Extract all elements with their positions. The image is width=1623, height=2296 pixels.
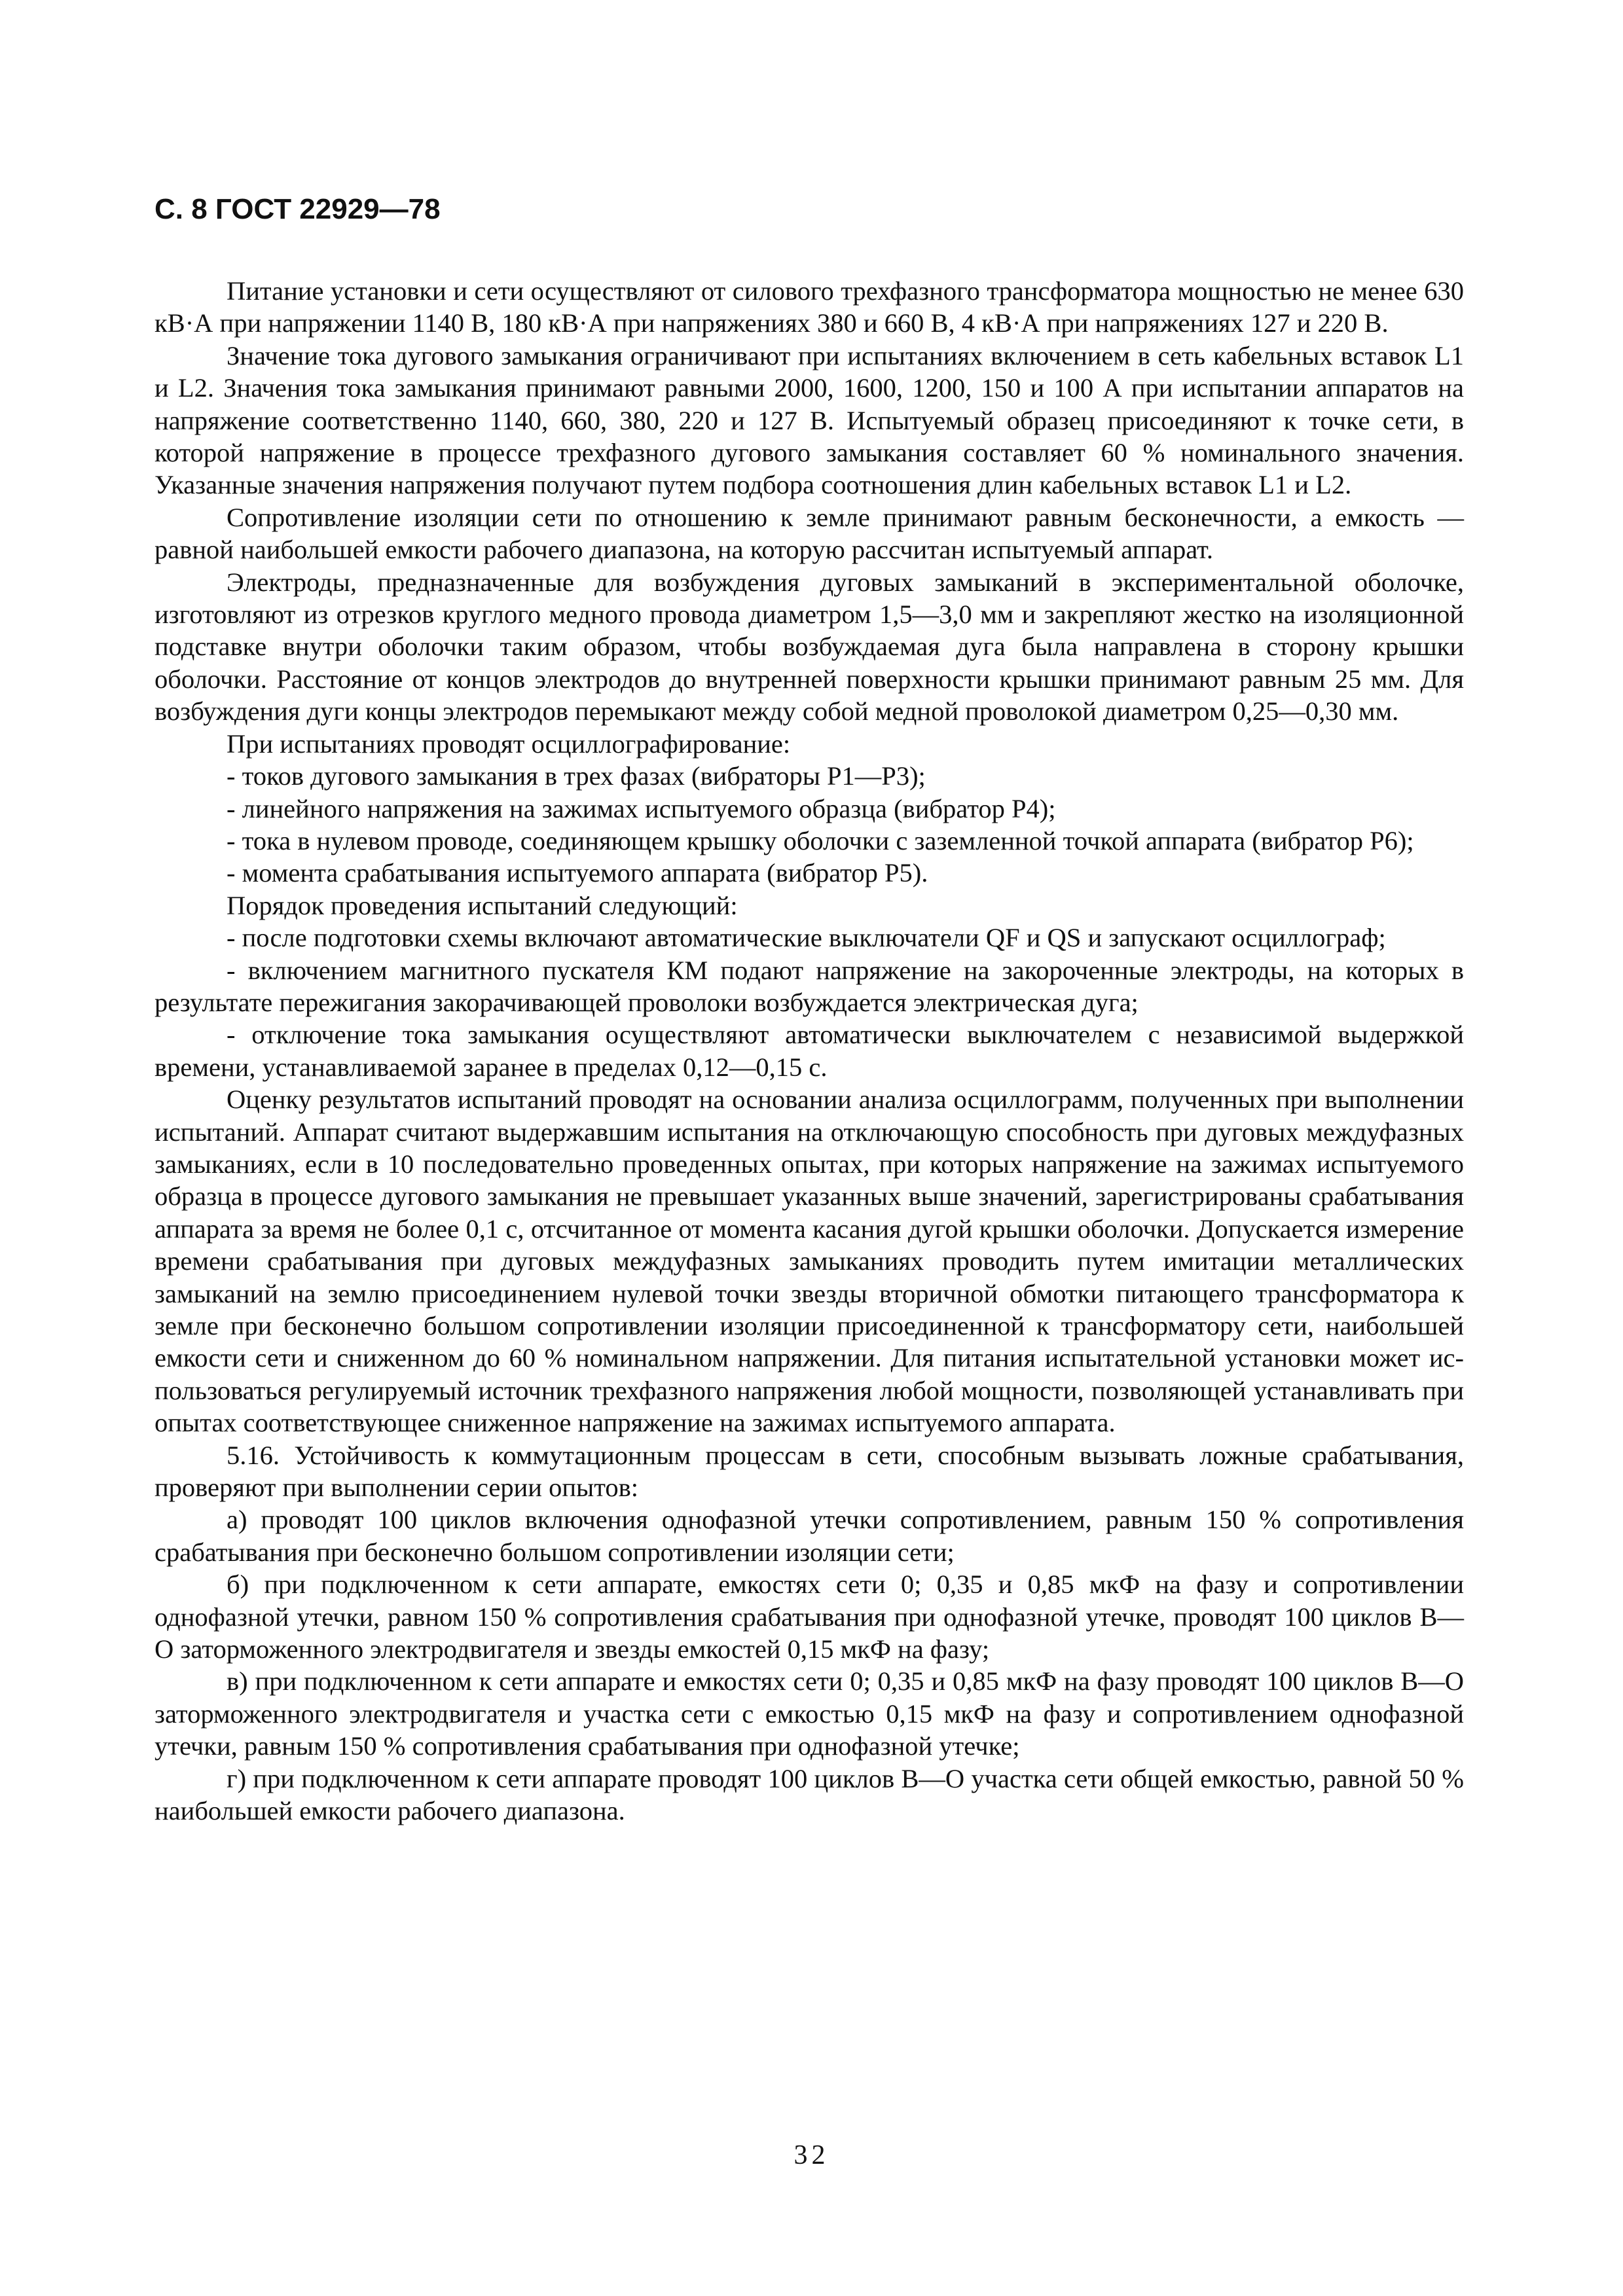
list-item-test-a: а) проводят 100 циклов включения однофазной утечки сопротивлением, равным 150 % сопротивления срабатывания при бесконечно большом сопротивлении изоляции сети;: [155, 1505, 1464, 1567]
list-item-test-g: г) при подключенном к сети аппарате проводят 100 циклов В—О участка сети общей емкостью, равной 50 % наибольшей емкости рабочего диапазона.: [155, 1763, 1464, 1826]
list-item-test-v: в) при подключенном к сети аппарате и емкостях сети 0; 0,35 и 0,85 мкФ на фазу проводят 100 циклов В—О заторможенного электродвигателя и участка сети с емкостью 0,15 мкФ на фазу и сопротивлением однофазной утечки, равным 150 % сопротивления срабатывания при однофазной утечке;: [155, 1666, 1464, 1761]
page-header: С. 8 ГОСТ 22929—78: [155, 193, 441, 225]
list-item-test-b: б) при подключенном к сети аппарате, емкостях сети 0; 0,35 и 0,85 мкФ на фазу и сопротивлении однофазной утечки, равном 150 % сопротивления срабатывания при однофазной утечке, проводят 100 циклов В—О заторможенного электродвигателя и звезды емкостей 0,15 мкФ на фазу;: [155, 1570, 1464, 1664]
list-item-neutral-current: - тока в нулевом проводе, соединяющем крышку оболочки с заземленной точкой аппарата (вибратор Р6);: [227, 825, 1414, 855]
document-body: [155, 275, 1464, 1827]
list-item-line-voltage: - линейного напряжения на зажимах испытуемого образца (вибратор Р4);: [227, 793, 1056, 823]
paragraph-oscillography-intro: При испытаниях проводят осциллографирование:: [227, 728, 791, 759]
paragraph-electrodes: Электроды, предназначенные для возбуждения дуговых замыканий в экспериментальной оболочке, изготовляют из отрезков круглого медного провода диаметром 1,5—3,0 мм и закрепляют жестко на изоляционной подставке внутри оболочки таким образом, чтобы возбуждаемая дуга была направлена в сторону крышки оболочки. Расстояние от концов электродов до внутренней поверхности крышки принимают равным 25 мм. Для возбуждения дуги концы электродов перемыкают между собой медной проволокой диаметром 0,25—0,30 мм.: [155, 567, 1464, 726]
list-item-start-oscillograph: - после подготовки схемы включают автоматические выключатели QF и QS и запускают осциллограф;: [227, 923, 1386, 953]
paragraph-insulation-resistance: Сопротивление изоляции сети по отношению к земле принимают равным бесконечности, а емкость — равной наибольшей емкости рабочего диапазона, на которую рассчитан испытуемый аппарат.: [155, 502, 1464, 565]
list-item-trip-moment: - момента срабатывания испытуемого аппарата (вибратор Р5).: [227, 858, 928, 888]
page-number: 32: [793, 2140, 830, 2170]
paragraph-results-evaluation: Оценку результатов испытаний проводят на основании анализа осциллограмм, полученных при выполнении испытаний. Аппарат считают выдержавшим испытания на отключающую способность при дуговых междуфазных замыканиях, если в 10 последовательно проведенных опытах, при которых напряжение на зажимах испытуемого образца в процессе дугового замыкания не превышает указанных выше значений, зарегистрированы срабатывания аппарата за время не более 0,1 с, отсчитанное от момента касания дугой крышки оболочки. Допускается измерение времени срабатывания при дуговых междуфазных замыканиях проводить путем имитации металлических замыканий на землю присоединением нулевой точки звезды вторичной обмотки питающего трансформатора к земле при бесконечно большом сопротивлении изоляции присоединенной к трансформатору сети, наибольшей емкости сети и сниженном до 60 % номинальном напряжении. Для питания испытательной установки может использоваться регулируемый источник трехфазного напряжения любой мощности, позволяющей устанавливать при опытах соответствующее сниженное напряжение на зажимах испытуемого аппарата.: [155, 1085, 1464, 1438]
paragraph-arc-current: Значение тока дугового замыкания ограничивают при испытаниях включением в сеть кабельных вставок L1 и L2. Значения тока замыкания принимают равными 2000, 1600, 1200, 150 и 100 А при испытании аппаратов на напряжение соответственно 1140, 660, 380, 220 и 127 В. Испытуемый образец присоединяют к точке сети, в которой напряжение в процессе трехфазного дугового замыкания составляет 60 % номинального значения. Указанные значения напряжения получают путем подбора соотношения длин кабельных вставок L1 и L2.: [155, 340, 1464, 500]
paragraph-test-procedure-intro: Порядок проведения испытаний следующий:: [227, 890, 738, 920]
paragraph-clause-5-16: 5.16. Устойчивость к коммутационным процессам в сети, способным вызывать ложные срабатывания, проверяют при выполнении серии опытов:: [155, 1440, 1464, 1503]
list-item-arc-currents: - токов дугового замыкания в трех фазах (вибраторы Р1—Р3);: [227, 761, 926, 791]
list-item-apply-voltage: - включением магнитного пускателя КМ подают напряжение на закороченные электроды, на которых в результате пережигания закорачивающей проволоки возбуждается электрическая дуга;: [155, 955, 1464, 1017]
list-item-disconnect-current: - отключение тока замыкания осуществляют автоматически выключателем с независимой выдержкой времени, устанавливаемой заранее в пределах 0,12—0,15 с.: [155, 1020, 1464, 1082]
paragraph-power-supply: Питание установки и сети осуществляют от силового трехфазного трансформатора мощностью не менее 630 кВ·А при напряжении 1140 В, 180 кВ·А при напряжениях 380 и 660 В, 4 кВ·А при напряжениях 127 и 220 В.: [155, 276, 1464, 338]
